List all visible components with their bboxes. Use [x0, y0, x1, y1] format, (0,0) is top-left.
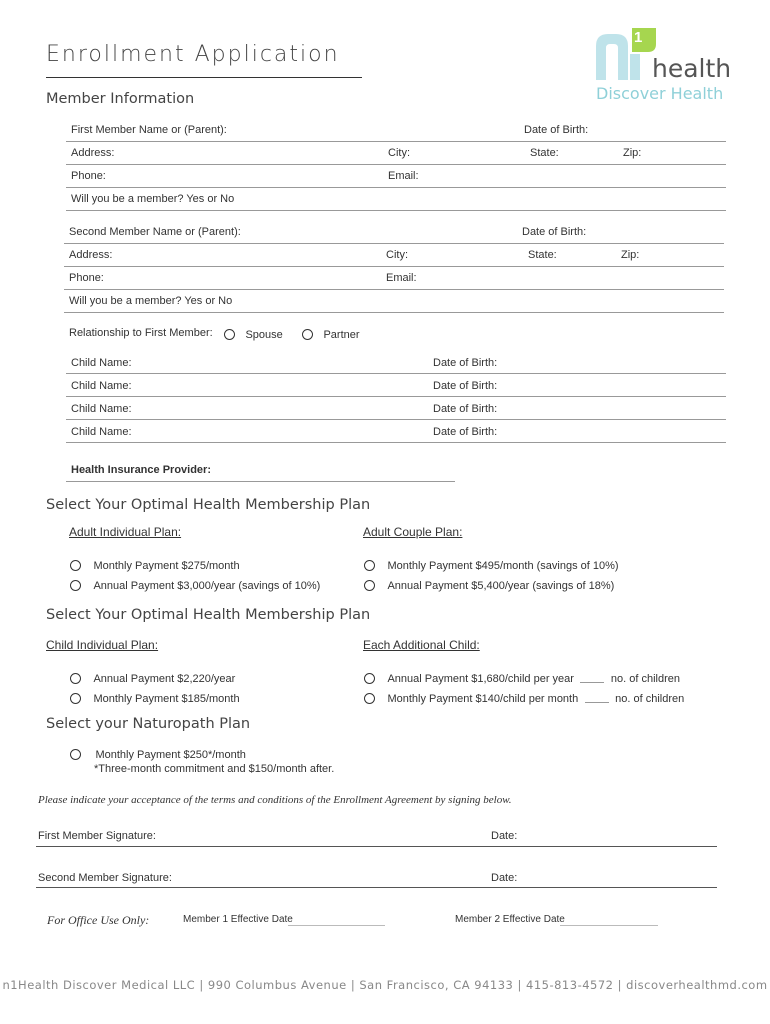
second-member-question-field[interactable]	[64, 312, 724, 313]
children-count-label: no. of children	[610, 672, 680, 685]
second-member-question: Will you be a member? Yes or No	[69, 295, 233, 307]
first-member-name-field[interactable]	[66, 141, 726, 142]
plan1-heading: Select Your Optimal Health Membership Plan	[46, 497, 371, 513]
child-name-label: Child Name:	[71, 357, 132, 369]
option-label: Annual Payment $5,400/year (savings of 18%)	[387, 579, 615, 592]
second-zip-label: Zip:	[621, 249, 640, 261]
first-member-dob-label: Date of Birth:	[524, 124, 589, 136]
adult-individual-annual-option[interactable]	[70, 577, 320, 595]
first-email-label: Email:	[388, 170, 419, 182]
second-state-label: State:	[528, 249, 557, 261]
child-dob-label: Date of Birth:	[433, 380, 498, 392]
partner-option[interactable]	[302, 326, 360, 344]
child-dob-label: Date of Birth:	[433, 426, 498, 438]
children-count-label: no. of children	[615, 692, 685, 705]
child-name-label: Child Name:	[71, 403, 132, 415]
option-label: Monthly Payment $495/month (savings of 10%)	[387, 559, 619, 572]
insurance-label: Health Insurance Provider:	[71, 464, 211, 476]
radio[interactable]	[70, 673, 81, 684]
second-member-name-label: Second Member Name or (Parent):	[69, 226, 241, 238]
radio[interactable]	[364, 560, 375, 571]
child-field[interactable]	[66, 396, 726, 397]
second-email-label: Email:	[386, 272, 417, 284]
office-use-label: For Office Use Only:	[47, 913, 150, 927]
second-signature-label: Second Member Signature:	[38, 872, 172, 884]
second-phone-field[interactable]	[64, 289, 724, 290]
first-phone-label: Phone:	[71, 170, 106, 182]
child-dob-label: Date of Birth:	[433, 403, 498, 415]
first-member-question: Will you be a member? Yes or No	[71, 193, 235, 205]
additional-child-annual-option[interactable]	[364, 670, 680, 688]
first-zip-label: Zip:	[623, 147, 642, 159]
partner-label: Partner	[323, 328, 360, 341]
additional-child-title: Each Additional Child:	[363, 638, 480, 652]
first-state-label: State:	[530, 147, 559, 159]
second-member-dob-label: Date of Birth:	[522, 226, 587, 238]
first-member-name-label: First Member Name or (Parent):	[71, 124, 227, 136]
radio[interactable]	[364, 693, 375, 704]
plan2-heading: Select Your Optimal Health Membership Plan	[46, 607, 371, 623]
child-name-label: Child Name:	[71, 380, 132, 392]
first-city-label: City:	[388, 147, 410, 159]
second-signature-field[interactable]	[36, 887, 717, 888]
child-individual-title: Child Individual Plan:	[46, 638, 159, 652]
second-phone-label: Phone:	[69, 272, 104, 284]
spouse-option[interactable]	[224, 326, 283, 344]
radio[interactable]	[364, 673, 375, 684]
option-label: Monthly Payment $250*/month	[95, 748, 246, 761]
child-dob-label: Date of Birth:	[433, 357, 498, 369]
option-label: Monthly Payment $185/month	[93, 692, 240, 705]
member1-effective-date-label: Member 1 Effective Date	[183, 914, 293, 925]
first-phone-field[interactable]	[66, 187, 726, 188]
adult-individual-title: Adult Individual Plan:	[69, 525, 182, 539]
child-name-label: Child Name:	[71, 426, 132, 438]
child-field[interactable]	[66, 442, 726, 443]
first-signature-field[interactable]	[36, 846, 717, 847]
radio[interactable]	[70, 580, 81, 591]
partner-radio[interactable]	[302, 329, 313, 340]
first-signature-label: First Member Signature:	[38, 830, 156, 842]
second-signature-date-label: Date:	[491, 872, 518, 884]
naturopath-heading: Select your Naturopath Plan	[46, 716, 251, 732]
first-signature-date-label: Date:	[491, 830, 518, 842]
first-member-question-field[interactable]	[66, 210, 726, 211]
member1-effective-date-field[interactable]	[288, 925, 385, 926]
radio[interactable]	[70, 560, 81, 571]
relationship-label: Relationship to First Member:	[69, 327, 213, 339]
option-label: Annual Payment $1,680/child per year	[387, 672, 574, 685]
logo-badge: 1	[634, 29, 643, 46]
member-info-heading: Member Information	[46, 91, 195, 107]
option-label: Monthly Payment $275/month	[93, 559, 240, 572]
spouse-label: Spouse	[245, 328, 283, 341]
page-title: Enrollment Application	[46, 42, 340, 67]
children-count-field[interactable]	[580, 672, 604, 683]
logo-mark-icon	[594, 26, 656, 82]
additional-child-monthly-option[interactable]	[364, 690, 684, 708]
member2-effective-date-field[interactable]	[560, 925, 658, 926]
second-address-field[interactable]	[64, 266, 724, 267]
radio[interactable]	[70, 749, 81, 760]
child-annual-option[interactable]	[70, 670, 235, 688]
adult-couple-monthly-option[interactable]	[364, 557, 619, 575]
logo	[594, 26, 734, 106]
child-field[interactable]	[66, 373, 726, 374]
child-monthly-option[interactable]	[70, 690, 240, 708]
first-address-field[interactable]	[66, 164, 726, 165]
second-member-name-field[interactable]	[64, 243, 724, 244]
logo-tagline: Discover Health	[596, 84, 724, 103]
title-divider	[46, 77, 362, 78]
option-label: Annual Payment $3,000/year (savings of 10%)	[93, 579, 321, 592]
adult-couple-title: Adult Couple Plan:	[363, 525, 463, 539]
option-label: Annual Payment $2,220/year	[93, 672, 236, 685]
option-label: Monthly Payment $140/child per month	[387, 692, 579, 705]
spouse-radio[interactable]	[224, 329, 235, 340]
member2-effective-date-label: Member 2 Effective Date	[455, 914, 565, 925]
naturopath-note: *Three-month commitment and $150/month after.	[94, 763, 335, 775]
naturopath-monthly-option[interactable]	[70, 746, 246, 764]
terms-statement: Please indicate your acceptance of the terms and conditions of the Enrollment Agreement by signing below.	[38, 794, 512, 806]
children-count-field[interactable]	[585, 692, 609, 703]
adult-individual-monthly-option[interactable]	[70, 557, 240, 575]
insurance-field[interactable]	[66, 481, 455, 482]
child-field[interactable]	[66, 419, 726, 420]
adult-couple-annual-option[interactable]	[364, 577, 614, 595]
first-address-label: Address:	[71, 147, 115, 159]
second-city-label: City:	[386, 249, 408, 261]
second-address-label: Address:	[69, 249, 113, 261]
footer-contact: n1Health Discover Medical LLC | 990 Columbus Avenue | San Francisco, CA 94133 | 415-813-4572 | discoverhealthmd.com	[2, 978, 768, 992]
logo-word: health	[652, 54, 732, 83]
radio[interactable]	[70, 693, 81, 704]
radio[interactable]	[364, 580, 375, 591]
